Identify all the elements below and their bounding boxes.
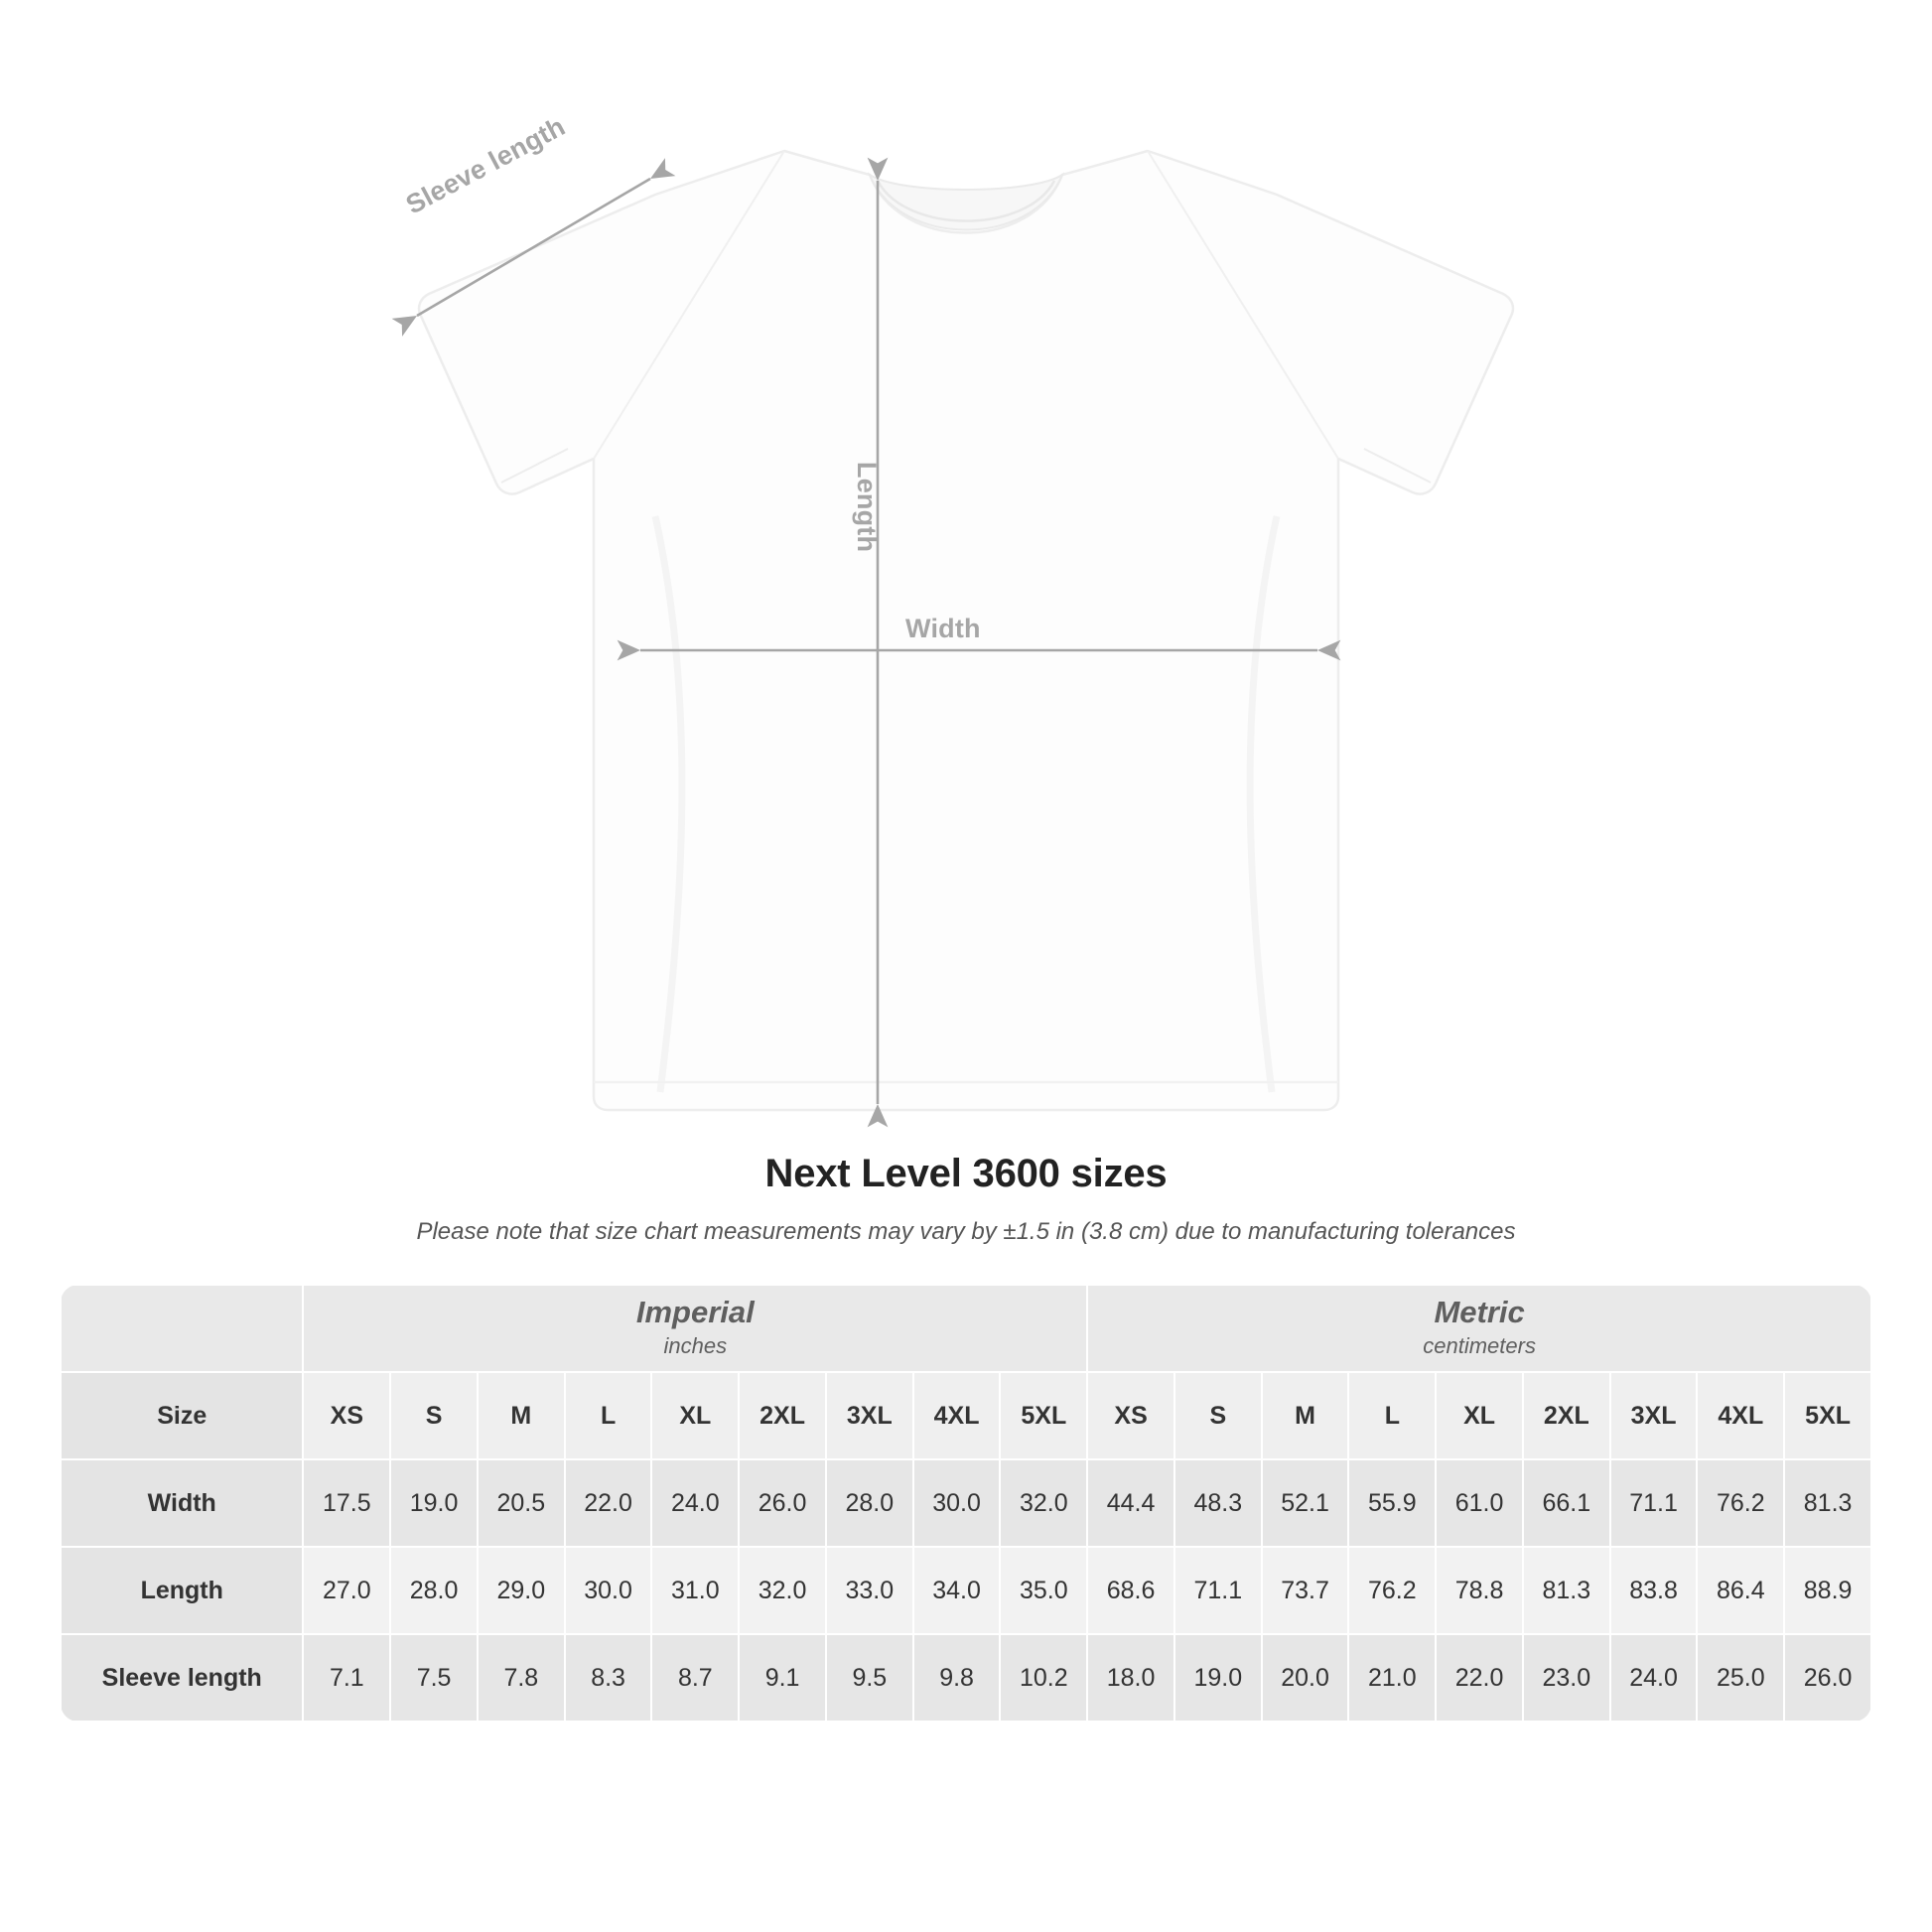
cell-sleeve-imperial-s: 7.5 (390, 1634, 478, 1722)
cell-sleeve-metric-l: 21.0 (1348, 1634, 1436, 1722)
cell-length-metric-xs: 68.6 (1087, 1547, 1174, 1634)
imperial-system-label: Imperial (635, 1294, 755, 1329)
size-col-s-metric: S (1174, 1372, 1262, 1459)
metric-system-label: Metric (1434, 1294, 1525, 1329)
cell-width-metric-xl: 61.0 (1436, 1459, 1523, 1547)
cell-width-metric-3xl: 71.1 (1610, 1459, 1698, 1547)
size-col-xl-imperial: XL (651, 1372, 739, 1459)
cell-width-metric-s: 48.3 (1174, 1459, 1262, 1547)
cell-sleeve-imperial-m: 7.8 (478, 1634, 565, 1722)
length-label: Length (852, 462, 882, 553)
row-label-width: Width (61, 1459, 303, 1547)
cell-length-imperial-xl: 31.0 (651, 1547, 739, 1634)
cell-width-imperial-5xl: 32.0 (1000, 1459, 1087, 1547)
table-size-header-row (61, 1372, 1871, 1459)
tolerance-note: Please note that size chart measurements may vary by ±1.5 in (3.8 cm) due to manufacturing tolerances (416, 1218, 1516, 1245)
size-col-s-imperial: S (390, 1372, 478, 1459)
cell-length-imperial-5xl: 35.0 (1000, 1547, 1087, 1634)
cell-length-metric-s: 71.1 (1174, 1547, 1262, 1634)
cell-length-metric-m: 73.7 (1262, 1547, 1349, 1634)
cell-width-imperial-s: 19.0 (390, 1459, 478, 1547)
cell-length-imperial-2xl: 32.0 (739, 1547, 826, 1634)
size-col-5xl-imperial: 5XL (1000, 1372, 1087, 1459)
width-label: Width (905, 614, 981, 643)
cell-length-imperial-m: 29.0 (478, 1547, 565, 1634)
cell-width-metric-2xl: 66.1 (1523, 1459, 1610, 1547)
cell-sleeve-metric-4xl: 25.0 (1697, 1634, 1784, 1722)
cell-sleeve-metric-3xl: 24.0 (1610, 1634, 1698, 1722)
size-col-4xl-imperial: 4XL (913, 1372, 1001, 1459)
cell-sleeve-metric-xs: 18.0 (1087, 1634, 1174, 1722)
cell-width-imperial-3xl: 28.0 (826, 1459, 913, 1547)
cell-width-imperial-4xl: 30.0 (913, 1459, 1001, 1547)
cell-sleeve-imperial-5xl: 10.2 (1000, 1634, 1087, 1722)
title-block (0, 1152, 1932, 1246)
metric-unit-label: centimeters (1423, 1333, 1536, 1359)
cell-width-imperial-2xl: 26.0 (739, 1459, 826, 1547)
cell-length-metric-xl: 78.8 (1436, 1547, 1523, 1634)
metric-group-header (1087, 1285, 1871, 1372)
cell-length-metric-4xl: 86.4 (1697, 1547, 1784, 1634)
cell-width-imperial-xl: 24.0 (651, 1459, 739, 1547)
cell-sleeve-metric-5xl: 26.0 (1784, 1634, 1871, 1722)
size-col-m-metric: M (1262, 1372, 1349, 1459)
cell-width-metric-l: 55.9 (1348, 1459, 1436, 1547)
size-col-xl-metric: XL (1436, 1372, 1523, 1459)
size-col-l-metric: L (1348, 1372, 1436, 1459)
table-row (61, 1547, 1871, 1634)
row-label-length: Length (61, 1547, 303, 1634)
cell-width-imperial-xs: 17.5 (303, 1459, 390, 1547)
unit-header-spacer (61, 1285, 303, 1372)
cell-length-metric-3xl: 83.8 (1610, 1547, 1698, 1634)
size-header-label: Size (61, 1372, 303, 1459)
cell-length-imperial-l: 30.0 (565, 1547, 652, 1634)
imperial-unit-label: inches (663, 1333, 728, 1359)
cell-sleeve-imperial-xs: 7.1 (303, 1634, 390, 1722)
size-col-3xl-imperial: 3XL (826, 1372, 913, 1459)
row-label-sleeve-length: Sleeve length (61, 1634, 303, 1722)
size-col-2xl-imperial: 2XL (739, 1372, 826, 1459)
size-col-5xl-metric: 5XL (1784, 1372, 1871, 1459)
cell-width-metric-xs: 44.4 (1087, 1459, 1174, 1547)
cell-width-imperial-l: 22.0 (565, 1459, 652, 1547)
size-col-l-imperial: L (565, 1372, 652, 1459)
cell-sleeve-imperial-xl: 8.7 (651, 1634, 739, 1722)
cell-sleeve-metric-m: 20.0 (1262, 1634, 1349, 1722)
size-col-xs-imperial: XS (303, 1372, 390, 1459)
cell-sleeve-imperial-l: 8.3 (565, 1634, 652, 1722)
cell-sleeve-imperial-2xl: 9.1 (739, 1634, 826, 1722)
size-col-3xl-metric: 3XL (1610, 1372, 1698, 1459)
cell-length-imperial-3xl: 33.0 (826, 1547, 913, 1634)
cell-sleeve-metric-2xl: 23.0 (1523, 1634, 1610, 1722)
page-title: Next Level 3600 sizes (764, 1152, 1168, 1195)
size-table-wrapper (60, 1284, 1872, 1723)
imperial-group-header (303, 1285, 1087, 1372)
table-row (61, 1459, 1871, 1547)
table-unit-header-row (61, 1285, 1871, 1372)
size-col-4xl-metric: 4XL (1697, 1372, 1784, 1459)
size-col-2xl-metric: 2XL (1523, 1372, 1610, 1459)
cell-length-metric-5xl: 88.9 (1784, 1547, 1871, 1634)
cell-sleeve-imperial-3xl: 9.5 (826, 1634, 913, 1722)
size-table (60, 1284, 1872, 1723)
cell-length-metric-l: 76.2 (1348, 1547, 1436, 1634)
cell-sleeve-imperial-4xl: 9.8 (913, 1634, 1001, 1722)
cell-width-metric-5xl: 81.3 (1784, 1459, 1871, 1547)
cell-sleeve-metric-s: 19.0 (1174, 1634, 1262, 1722)
cell-length-metric-2xl: 81.3 (1523, 1547, 1610, 1634)
cell-width-metric-4xl: 76.2 (1697, 1459, 1784, 1547)
cell-length-imperial-s: 28.0 (390, 1547, 478, 1634)
cell-width-metric-m: 52.1 (1262, 1459, 1349, 1547)
size-col-xs-metric: XS (1087, 1372, 1174, 1459)
table-row (61, 1634, 1871, 1722)
cell-length-imperial-4xl: 34.0 (913, 1547, 1001, 1634)
cell-width-imperial-m: 20.5 (478, 1459, 565, 1547)
sleeve-length-label: Sleeve length (401, 111, 571, 220)
cell-length-imperial-xs: 27.0 (303, 1547, 390, 1634)
size-col-m-imperial: M (478, 1372, 565, 1459)
cell-sleeve-metric-xl: 22.0 (1436, 1634, 1523, 1722)
